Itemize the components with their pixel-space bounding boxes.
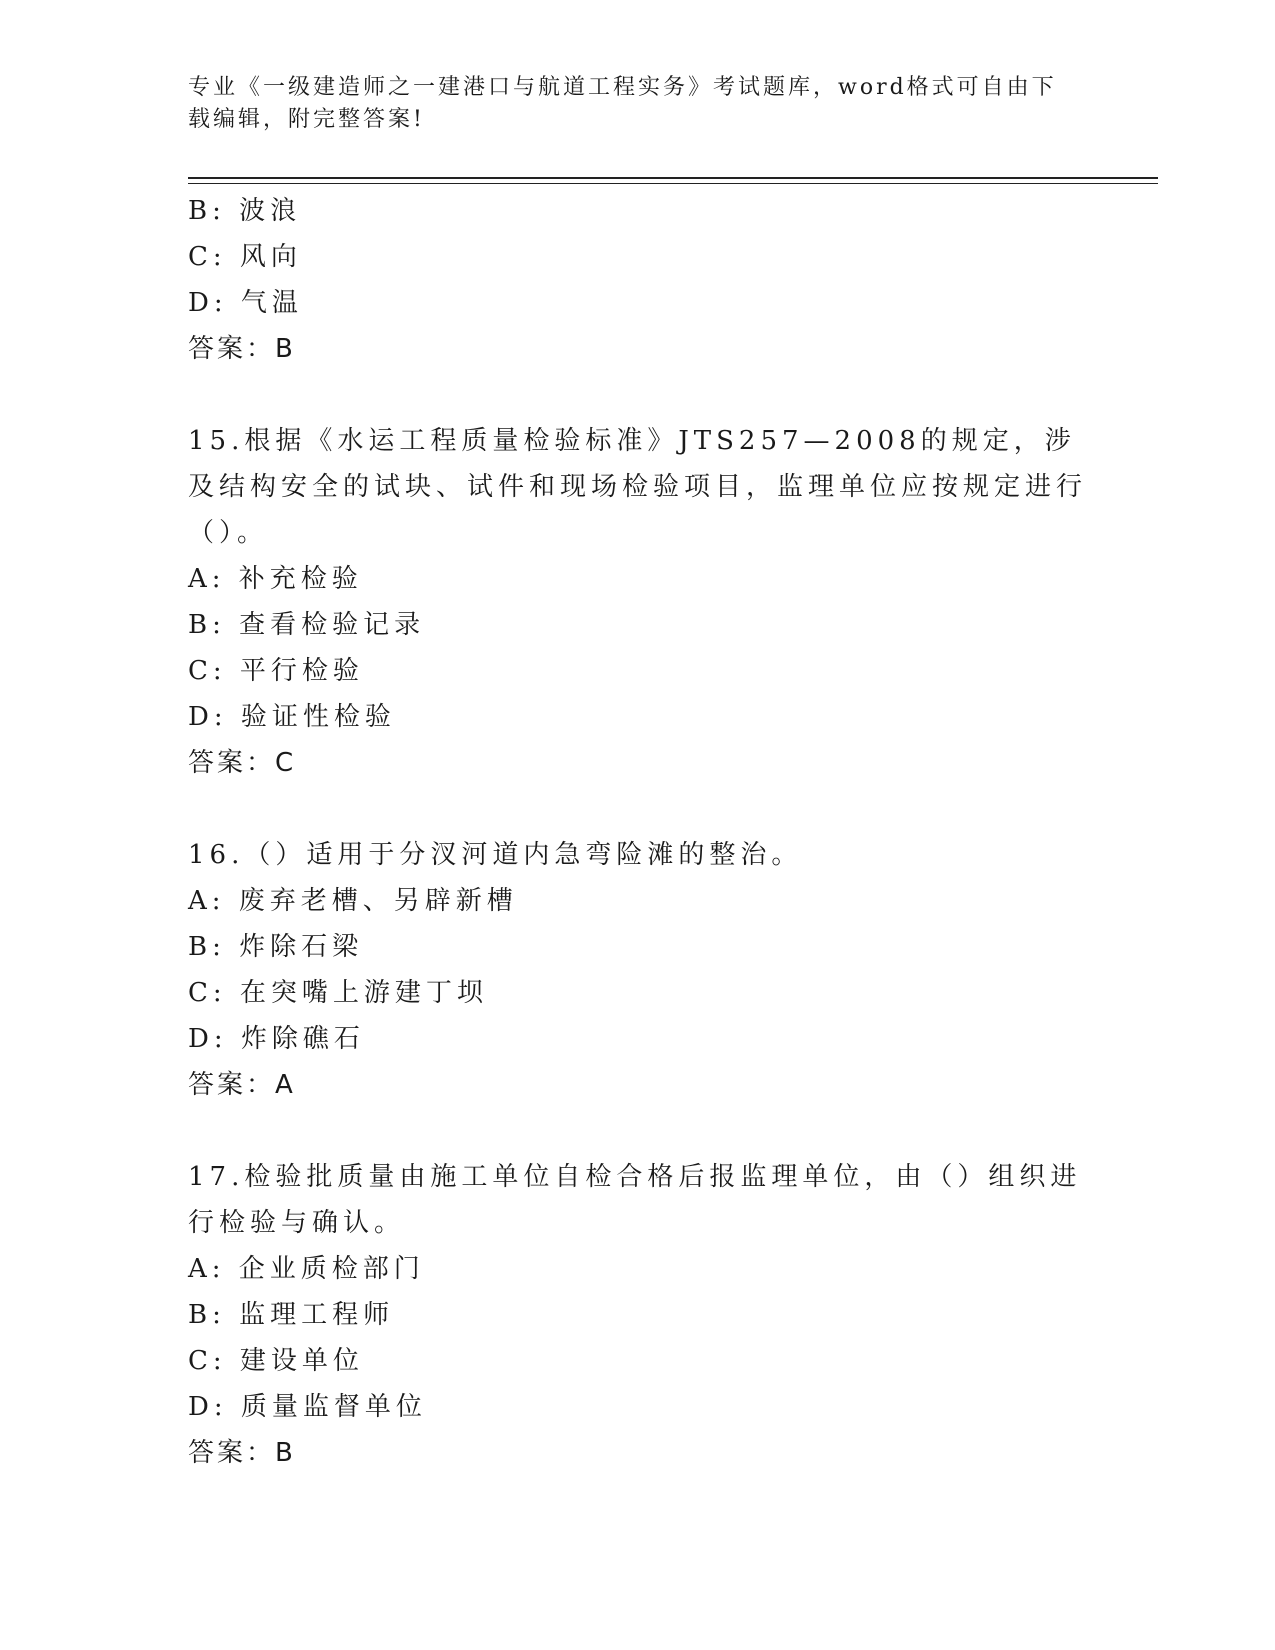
option-c: C: 平行检验	[188, 656, 364, 686]
option-d: D: 验证性检验	[188, 702, 396, 732]
question-block	[188, 1154, 1088, 1476]
option-a: A: 企业质检部门	[188, 1254, 425, 1284]
question-stem: 15.根据《水运工程质量检验标准》JTS257—2008的规定，涉及结构安全的试块、试件和现场检验项目，监理单位应按规定进行（）。	[188, 426, 1088, 548]
question-block	[188, 832, 1088, 1108]
question-stem: 16.（）适用于分汊河道内急弯险滩的整治。	[188, 840, 803, 870]
answer-line: 答案：B	[188, 1438, 296, 1468]
option-b: B: 查看检验记录	[188, 610, 426, 640]
question-block	[188, 418, 1088, 786]
option-b: B: 监理工程师	[188, 1300, 395, 1330]
answer-line: 答案：A	[188, 1070, 296, 1100]
option-c: C: 风向	[188, 242, 302, 272]
option-a: A: 补充检验	[188, 564, 363, 594]
question-block	[188, 188, 1088, 372]
option-c: C: 建设单位	[188, 1346, 364, 1376]
question-stem: 17.检验批质量由施工单位自检合格后报监理单位，由（）组织进行检验与确认。	[188, 1162, 1082, 1238]
answer-line: 答案：B	[188, 334, 296, 364]
option-b: B: 波浪	[188, 196, 302, 226]
option-a: A: 废弃老槽、另辟新槽	[188, 886, 518, 916]
option-d: D: 气温	[188, 288, 303, 318]
header-divider	[188, 177, 1158, 179]
header-divider-thin	[188, 183, 1158, 184]
option-b: B: 炸除石梁	[188, 932, 364, 962]
page-header: 专业《一级建造师之一建港口与航道工程实务》考试题库，word格式可自由下载编辑，附完整答案!	[188, 75, 1057, 132]
option-d: D: 炸除礁石	[188, 1024, 365, 1054]
document-body	[188, 188, 1088, 1476]
option-d: D: 质量监督单位	[188, 1392, 427, 1422]
answer-line: 答案：C	[188, 748, 297, 778]
option-c: C: 在突嘴上游建丁坝	[188, 978, 488, 1008]
